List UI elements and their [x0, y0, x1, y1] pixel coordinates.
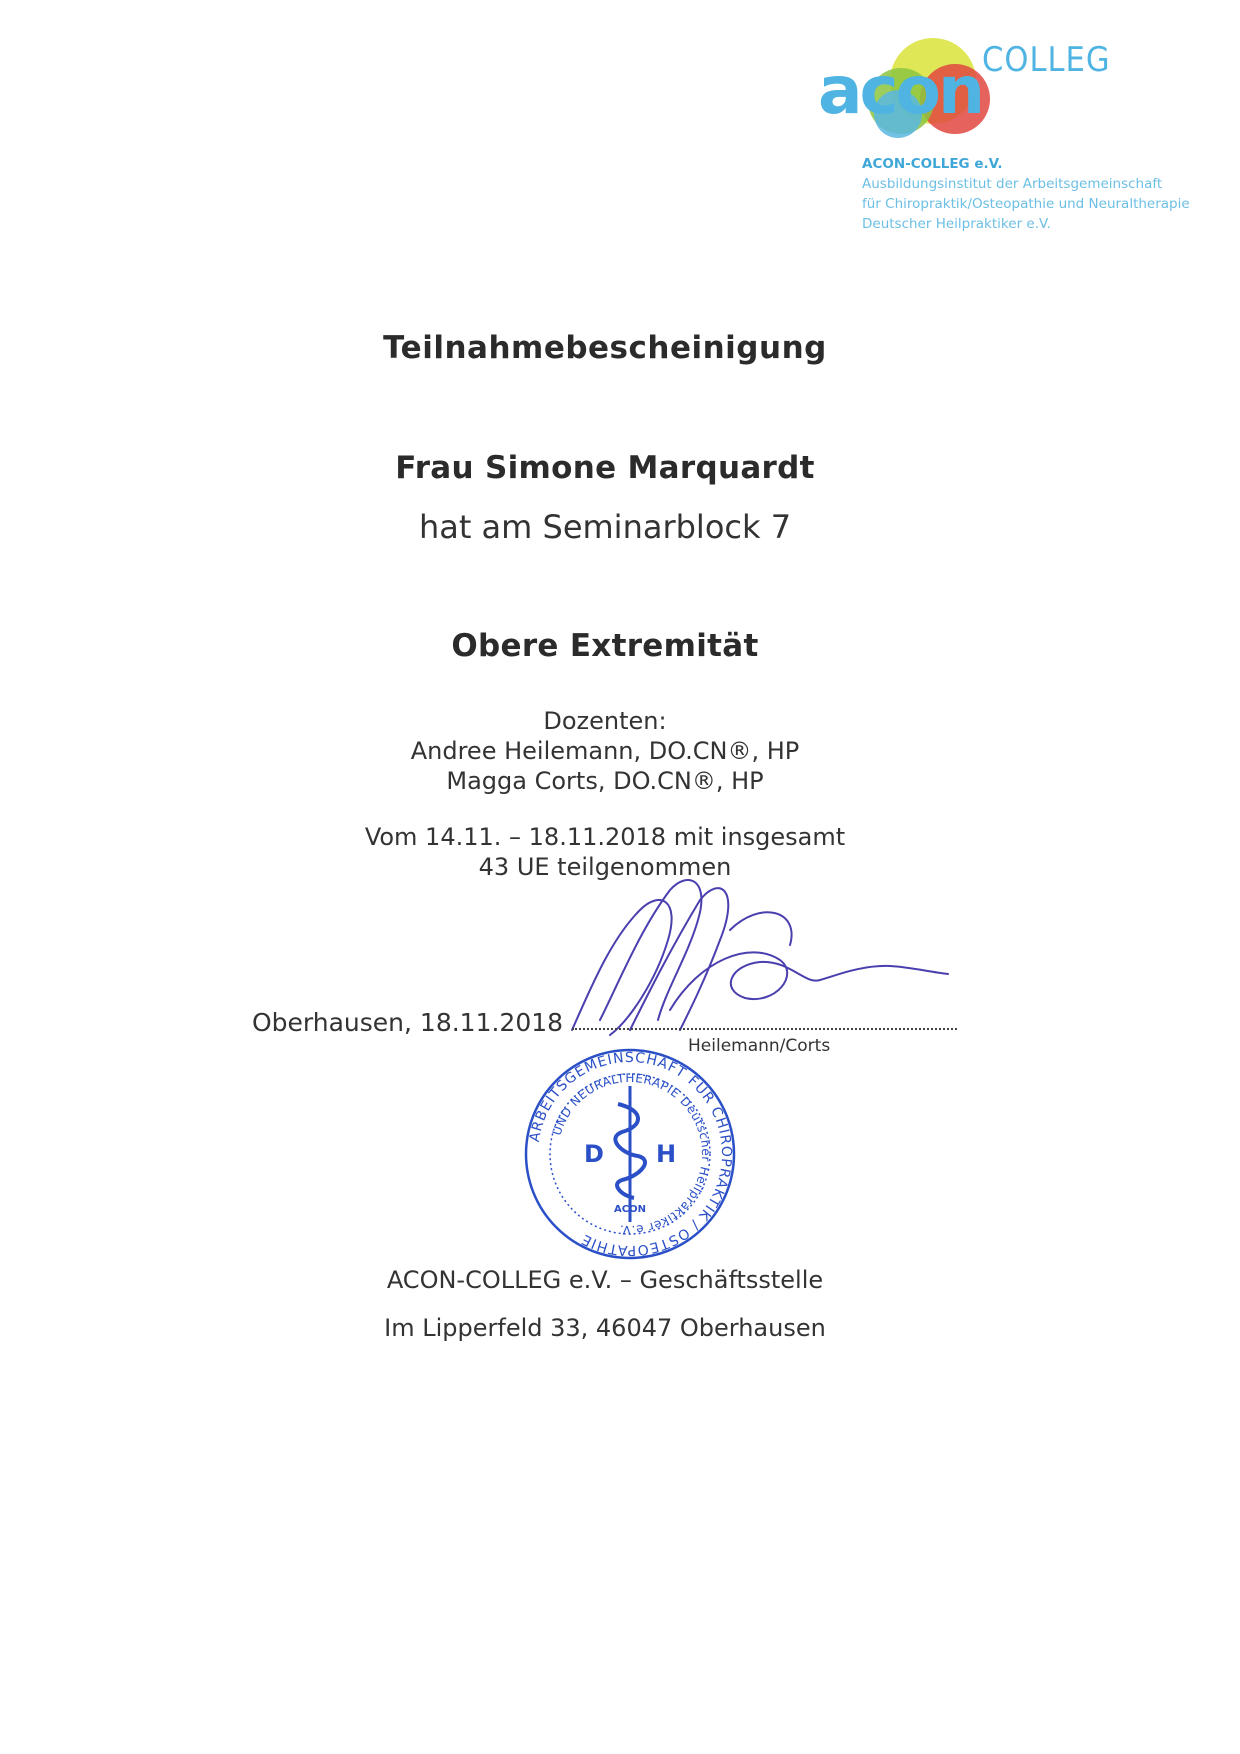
- signer-names: Heilemann/Corts: [688, 1036, 831, 1056]
- organization-line-3: Deutscher Heilpraktiker e.V.: [862, 216, 1051, 232]
- signature-line: [572, 1028, 957, 1030]
- lecturers-label: Dozenten:: [543, 707, 667, 735]
- official-stamp: [522, 1046, 738, 1262]
- logo-wordmark: acon: [818, 52, 982, 129]
- lecturer-2: Magga Corts, DO.CN®, HP: [446, 767, 764, 795]
- participant-name: Frau Simone Marquardt: [395, 450, 815, 486]
- logo-colleg-text: COLLEG: [982, 40, 1111, 80]
- organization-name: ACON-COLLEG e.V.: [862, 156, 1003, 172]
- lecturer-1: Andree Heilemann, DO.CN®, HP: [410, 737, 800, 765]
- place-and-date: Oberhausen, 18.11.2018: [252, 1008, 564, 1037]
- stamp-inner-text: UND NEURALTHERAPIE Deutscher Heilpraktiker e.V.: [549, 1070, 714, 1238]
- seminar-intro: hat am Seminarblock 7: [418, 508, 792, 546]
- hours-line: 43 UE teilgenommen: [478, 853, 732, 881]
- handwritten-signature: [570, 870, 970, 1050]
- stamp-outer-text: ARBEITSGEMEINSCHAFT FÜR CHIROPRAKTIK / OSTEOPATHIE: [526, 1049, 735, 1259]
- stamp-letter-d: D: [584, 1140, 604, 1168]
- lecturers-block: [0, 706, 1210, 796]
- certificate-title: Teilnahmebescheinigung: [383, 330, 827, 366]
- office-name: ACON-COLLEG e.V. – Geschäftsstelle: [386, 1266, 824, 1294]
- dates-line: Vom 14.11. – 18.11.2018 mit insgesamt: [364, 823, 846, 851]
- stamp-center-text: ACON: [614, 1204, 646, 1215]
- organization-block: [862, 154, 1190, 234]
- organization-line-1: Ausbildungsinstitut der Arbeitsgemeinschaft: [862, 176, 1163, 192]
- stamp-letter-h: H: [655, 1140, 677, 1168]
- organization-line-2: für Chiropraktik/Osteopathie und Neuraltherapie: [862, 196, 1190, 212]
- seminar-topic: Obere Extremität: [451, 628, 759, 664]
- office-address: Im Lipperfeld 33, 46047 Oberhausen: [384, 1314, 826, 1342]
